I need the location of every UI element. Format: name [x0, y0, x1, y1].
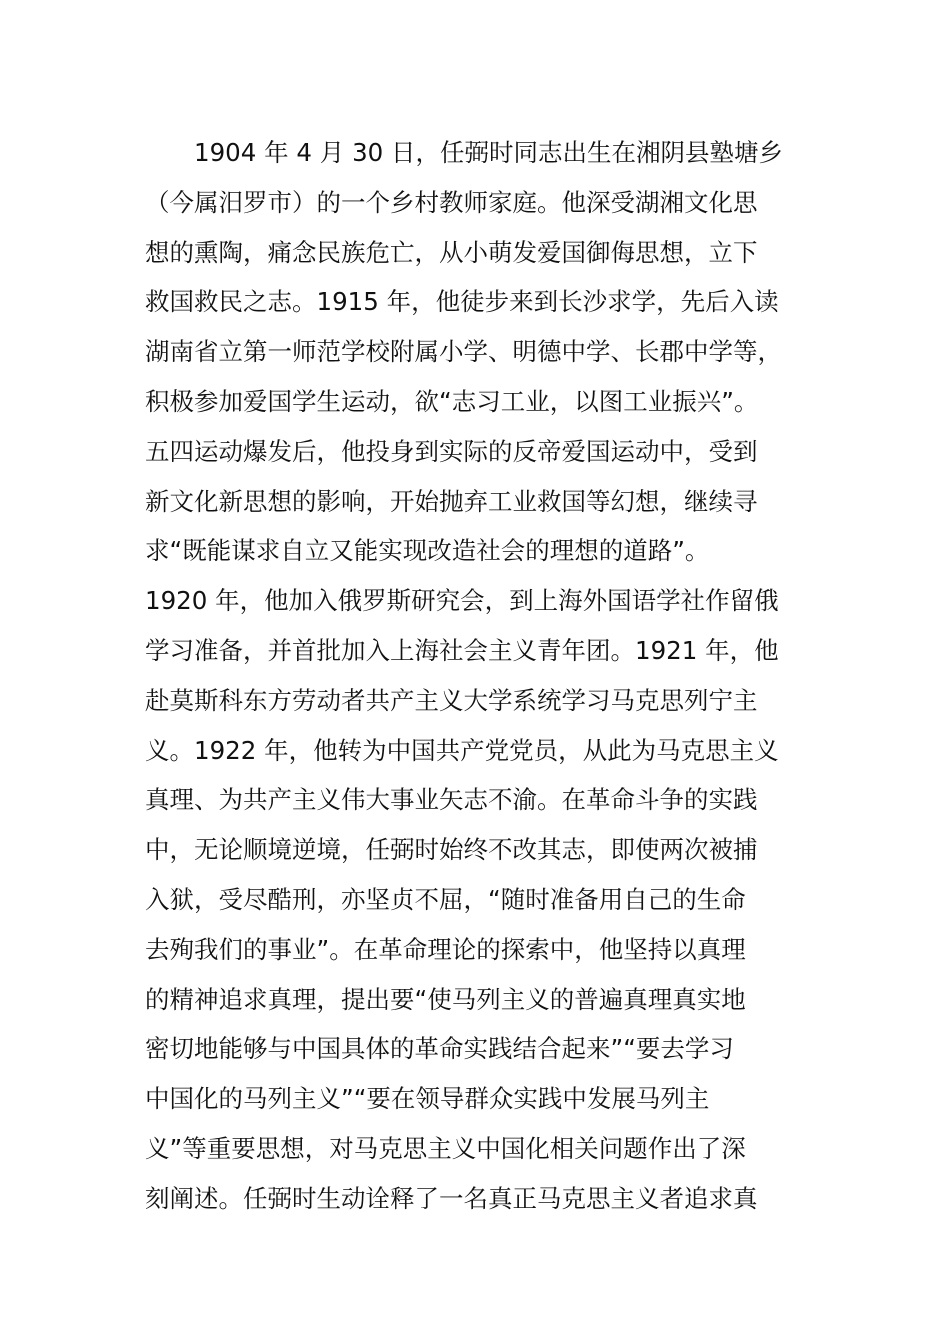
text-line: 1920 年，他加入俄罗斯研究会，到上海外国语学社作留俄 [145, 586, 779, 616]
text-line: 积极参加爱国学生运动，欲“志习工业，以图工业振兴”。 [145, 386, 759, 416]
text-line: 湖南省立第一师范学校附属小学、明德中学、长郡中学等， [145, 337, 782, 367]
body-paragraph [145, 128, 815, 1224]
text-line: （今属汨罗市）的一个乡村教师家庭。他深受湖湘文化思 [145, 187, 758, 217]
text-line: 入狱，受尽酷刑，亦坚贞不屈，“随时准备用自己的生命 [145, 884, 746, 914]
text-line: 求“既能谋求自立又能实现改造社会的理想的道路”。 [145, 536, 710, 566]
text-line: 1904 年 4 月 30 日，任弼时同志出生在湘阴县塾塘乡 [194, 138, 784, 167]
text-line: 学习准备，并首批加入上海社会主义青年团。1921 年，他 [145, 635, 779, 665]
text-line: 新文化新思想的影响，开始抛弃工业救国等幻想，继续寻 [145, 486, 758, 516]
text-line: 密切地能够与中国具体的革命实践结合起来”“要去学习 [145, 1034, 734, 1064]
text-line: 真理、为共产主义伟大事业矢志不渝。在革命斗争的实践 [145, 785, 758, 815]
text-line: 义”等重要思想，对马克思主义中国化相关问题作出了深 [145, 1133, 746, 1163]
text-line: 救国救民之志。1915 年，他徒步来到长沙求学，先后入读 [145, 287, 779, 317]
text-line: 想的熏陶，痛念民族危亡，从小萌发爱国御侮思想，立下 [145, 237, 758, 267]
text-line: 的精神追求真理，提出要“使马列主义的普遍真理真实地 [145, 984, 746, 1014]
text-line: 中，无论顺境逆境，任弼时始终不改其志，即使两次被捕 [145, 835, 758, 865]
text-line: 义。1922 年，他转为中国共产党党员，从此为马克思主义 [145, 735, 779, 765]
text-line: 五四运动爆发后，他投身到实际的反帝爱国运动中，受到 [145, 436, 758, 466]
text-line: 刻阐述。任弼时生动诠释了一名真正马克思主义者追求真 [145, 1183, 758, 1213]
text-line: 去殉我们的事业”。在革命理论的探索中，他坚持以真理 [145, 934, 746, 964]
text-line: 赴莫斯科东方劳动者共产主义大学系统学习马克思列宁主 [145, 685, 758, 715]
text-line: 中国化的马列主义”“要在领导群众实践中发展马列主 [145, 1084, 710, 1114]
